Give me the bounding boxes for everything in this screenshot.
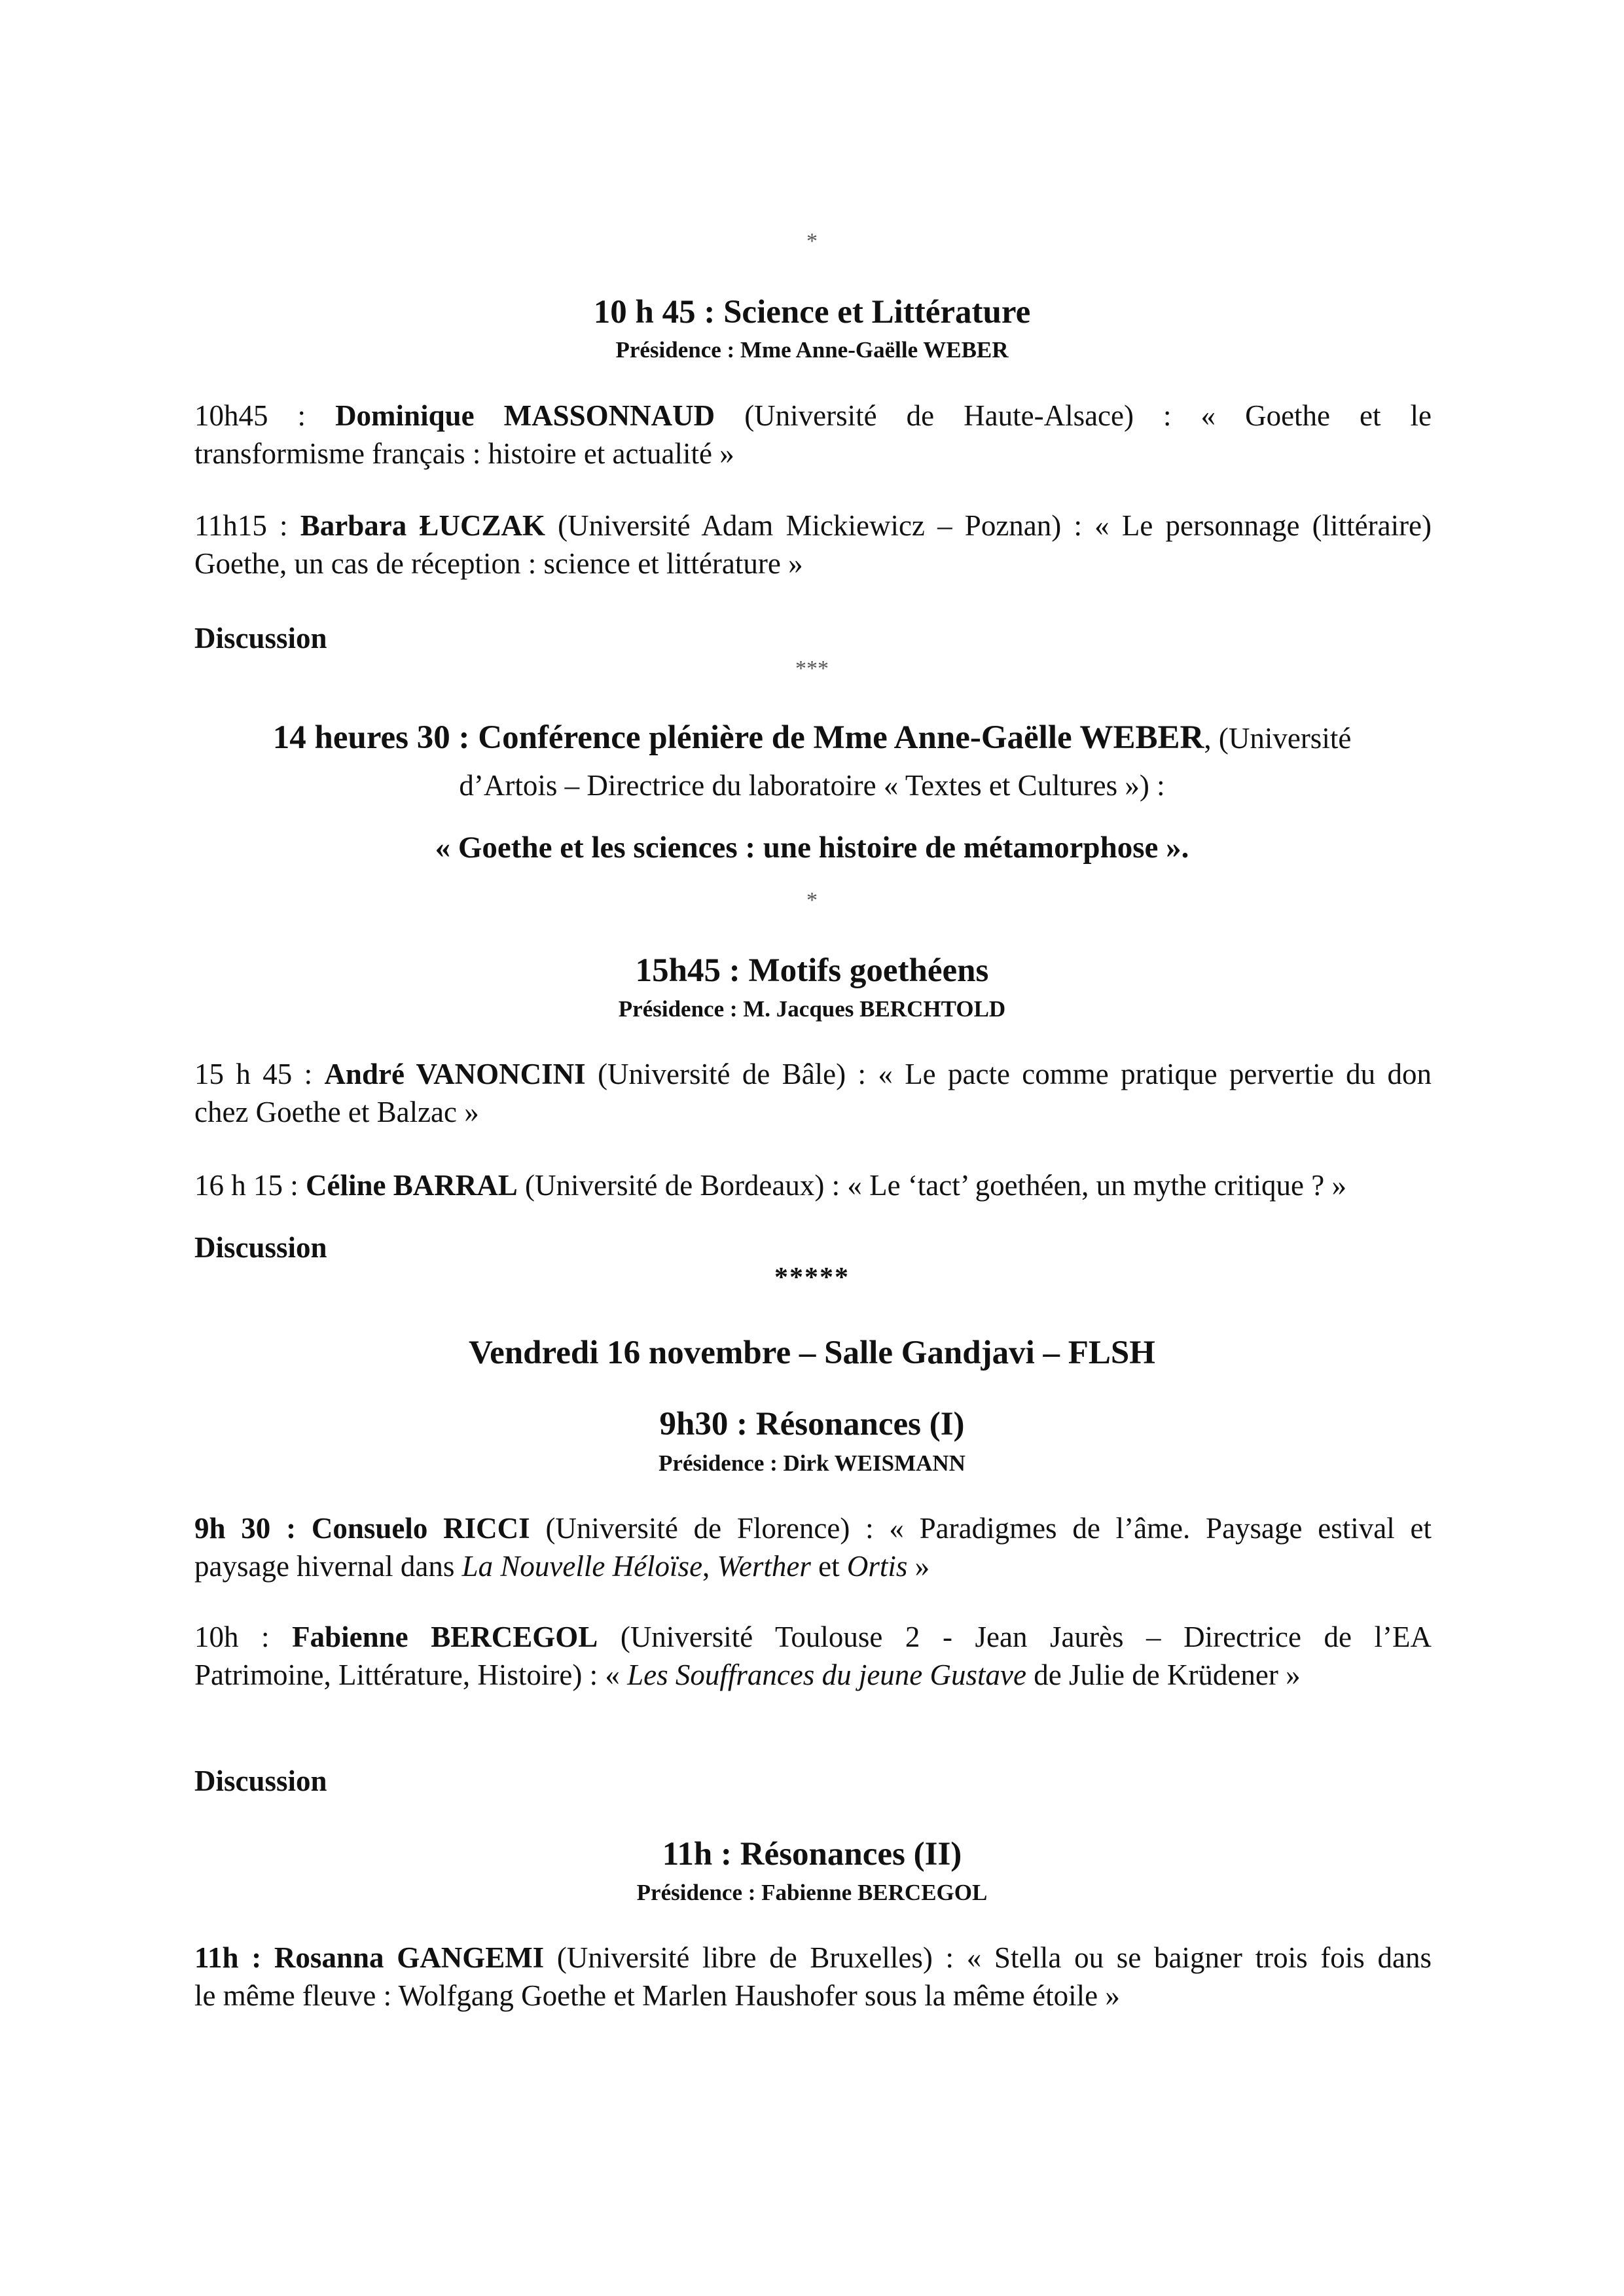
talk-line — [194, 1618, 1432, 1656]
talk-line — [194, 1509, 1432, 1547]
talk-bercegol — [194, 1618, 1432, 1694]
discussion-label: Discussion — [194, 622, 327, 655]
speaker-name: 9h 30 : Consuelo RICCI — [194, 1512, 530, 1545]
work-title: Les Souffrances du jeune Gustave — [627, 1659, 1026, 1691]
section-title-resonances-1: 9h30 : Résonances (I) — [659, 1406, 965, 1443]
section-title-resonances-2: 11h : Résonances (II) — [662, 1836, 962, 1873]
talk-massonnaud — [194, 397, 1432, 473]
section-title-science-litterature: 10 h 45 : Science et Littérature — [593, 294, 1031, 331]
speaker-name: Dominique MASSONNAUD — [335, 399, 715, 432]
talk-text: transformisme français : histoire et actualité » — [194, 437, 734, 470]
section-title-motifs-goetheens: 15h45 : Motifs goethéens — [635, 952, 989, 989]
talk-time: 10h45 : — [194, 399, 306, 432]
talk-barral — [194, 1166, 1432, 1204]
work-title: Ortis — [846, 1550, 908, 1583]
talk-text: Patrimoine, Littérature, Histoire) : « — [194, 1659, 628, 1691]
talk-time: 11h15 : — [194, 509, 288, 542]
talk-text: (Université de Bordeaux) : « Le ‘tact’ goethéen, un mythe critique ? » — [525, 1169, 1346, 1202]
section-presidence: Présidence : Mme Anne-Gaëlle WEBER — [615, 337, 1009, 363]
speaker-name: Barbara ŁUCZAK — [300, 509, 545, 542]
plenary-conference-topic: « Goethe et les sciences : une histoire de métamorphose ». — [435, 831, 1189, 865]
talk-text: » — [907, 1550, 930, 1583]
talk-text: (Université libre de Bruxelles) : « Stella ou se baigner trois fois dans — [556, 1941, 1432, 1974]
speaker-name: Céline BARRAL — [306, 1169, 518, 1202]
talk-luczak — [194, 507, 1432, 583]
talk-line — [194, 1656, 1432, 1694]
work-title: Werther — [717, 1550, 811, 1583]
talk-line — [194, 1939, 1432, 1977]
talk-line — [194, 1166, 1432, 1204]
day-heading: Vendredi 16 novembre – Salle Gandjavi – FLSH — [469, 1335, 1155, 1371]
talk-text: , — [702, 1550, 717, 1583]
talk-text: Goethe, un cas de réception : science et littérature » — [194, 547, 803, 580]
talk-gangemi — [194, 1939, 1432, 2015]
conference-title-bold: 14 heures 30 : Conférence plénière de Mme Anne-Gaëlle WEBER — [272, 719, 1204, 756]
talk-text: (Université Adam Mickiewicz – Poznan) : « Le personnage (littéraire) — [558, 509, 1432, 542]
talk-text: chez Goethe et Balzac » — [194, 1096, 479, 1128]
talk-text: (Université de Haute-Alsace) : « Goethe et le — [744, 399, 1432, 432]
section-presidence: Présidence : M. Jacques BERCHTOLD — [618, 996, 1006, 1022]
section-presidence: Présidence : Fabienne BERCEGOL — [636, 1880, 988, 1905]
talk-line — [194, 1055, 1432, 1093]
talk-text: (Université de Bâle) : « Le pacte comme pratique pervertie du don — [598, 1058, 1432, 1090]
talk-text: (Université Toulouse 2 - Jean Jaurès – Directrice de l’EA — [620, 1621, 1432, 1653]
section-presidence: Présidence : Dirk WEISMANN — [659, 1450, 965, 1476]
talk-line — [194, 1547, 1432, 1585]
discussion-label: Discussion — [194, 1765, 327, 1797]
separator-triple-asterisk: *** — [795, 656, 829, 681]
speaker-name: 11h : Rosanna GANGEMI — [194, 1941, 545, 1974]
work-title: La Nouvelle Héloïse — [461, 1550, 703, 1583]
discussion-label: Discussion — [194, 1231, 327, 1264]
plenary-conference-affiliation: d’Artois – Directrice du laboratoire « Textes et Cultures ») : — [459, 769, 1165, 802]
talk-line — [194, 507, 1432, 545]
speaker-name: Fabienne BERCEGOL — [292, 1621, 598, 1653]
talk-text: de Julie de Krüdener » — [1026, 1659, 1301, 1691]
separator-asterisk: * — [806, 229, 818, 253]
talk-text: (Université de Florence) : « Paradigmes de l’âme. Paysage estival et — [545, 1512, 1432, 1545]
separator-five-asterisks: ***** — [774, 1263, 850, 1293]
talk-text: et — [810, 1550, 847, 1583]
plenary-conference-title — [0, 719, 1624, 757]
speaker-name: André VANONCINI — [324, 1058, 586, 1090]
talk-text: paysage hivernal dans — [194, 1550, 462, 1583]
conference-title-rest: , (Université — [1204, 722, 1352, 755]
talk-line — [194, 397, 1432, 435]
talk-vanoncini — [194, 1055, 1432, 1131]
talk-time: 16 h 15 : — [194, 1169, 298, 1202]
talk-ricci — [194, 1509, 1432, 1585]
talk-text: le même fleuve : Wolfgang Goethe et Marlen Haushofer sous la même étoile » — [194, 1979, 1120, 2012]
separator-asterisk: * — [806, 888, 818, 912]
talk-time: 15 h 45 : — [194, 1058, 313, 1090]
talk-time: 10h : — [194, 1621, 270, 1653]
